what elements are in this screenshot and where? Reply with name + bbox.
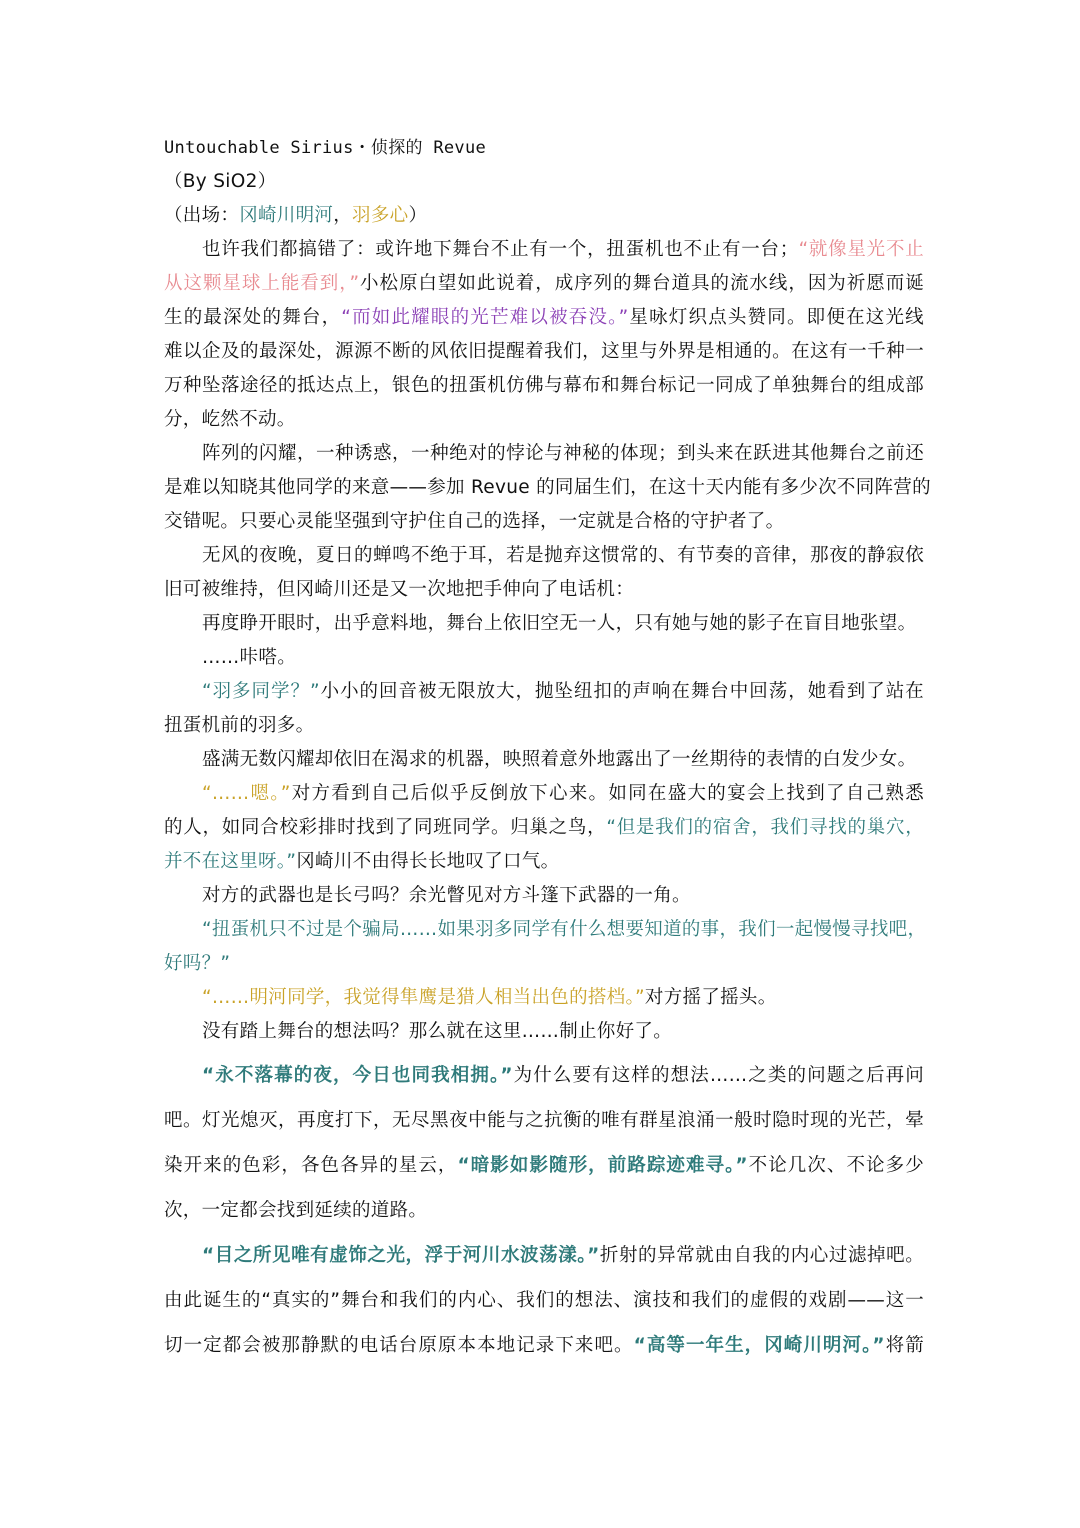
- p14-text: 切一定都会被那静默的电话台原原本本地记录下来吧。: [164, 1335, 634, 1356]
- p8-quote-2: “但是我们的宿舍，我们寻找的巢穴，: [606, 817, 924, 838]
- p13-quote-2: “暗影如影随形，前路踪迹难寻。”: [457, 1155, 748, 1176]
- p1-line-2: [164, 267, 924, 301]
- p13-line-3: [164, 1149, 924, 1183]
- cast-name-1: 冈崎川明河: [239, 205, 334, 226]
- p8-quote-2-end: 并不在这里呀。”: [164, 851, 297, 872]
- p1-line-4: 难以企及的最深处，源源不断的风依旧提醒着我们，这里与外界是相通的。在这有一千种一: [164, 341, 924, 362]
- p5-line: ……咔嗒。: [202, 647, 297, 668]
- p1-line-3: [164, 301, 924, 335]
- cast-name-2: 羽多心: [352, 205, 409, 226]
- p1-text: 生的最深处的舞台，: [164, 307, 342, 328]
- p8-quote-1: “……嗯。”: [202, 783, 291, 804]
- p6-text: 小小的回音被无限放大，抛坠纽扣的声响在舞台中回荡，她看到了站在: [319, 681, 924, 702]
- p13-text: 染开来的色彩，各色各异的星云，: [164, 1155, 458, 1176]
- p14-quote-1: “目之所见唯有虚饰之光，浮于河川水波荡漾。”: [202, 1245, 600, 1266]
- cast-suffix: ）: [408, 205, 428, 226]
- p8-text: 的人，如同合校彩排时找到了同班同学。归巢之鸟，: [164, 817, 607, 838]
- p14-line-3: [164, 1329, 924, 1363]
- p11-line: [202, 981, 924, 1015]
- p6-line-2: 扭蛋机前的羽多。: [164, 715, 315, 736]
- p13-quote-1: “永不落幕的夜，今日也同我相拥。”: [202, 1065, 513, 1086]
- p13-line-4: 次，一定都会找到延续的道路。: [164, 1200, 428, 1221]
- p14-quote-2: “高等一年生，冈崎川明河。”: [633, 1335, 885, 1356]
- p3-line-1: 无风的夜晚，夏日的蝉鸣不绝于耳，若是抛弃这惯常的、有节奏的音律，那夜的静寂依: [202, 545, 924, 566]
- p9-line: 对方的武器也是长弓吗？余光瞥见对方斗篷下武器的一角。: [202, 885, 691, 906]
- byline: （By SiO2）: [164, 171, 277, 192]
- cast-prefix: （出场：: [164, 205, 240, 226]
- p14-text: 折射的异常就由自我的内心过滤掉吧。: [599, 1245, 924, 1266]
- p8-line-1: [202, 777, 924, 811]
- p10-line-1: “扭蛋机只不过是个骗局……如果羽多同学有什么想要知道的事，我们一起慢慢寻找吧，: [202, 919, 927, 940]
- p11-text: 对方摇了摇头。: [644, 987, 777, 1008]
- p2-line-3: 交错呢。只要心灵能坚强到守护住自己的选择，一定就是合格的守护者了。: [164, 511, 785, 532]
- p13-text: 不论几次、不论多少: [747, 1155, 924, 1176]
- p4-line: 再度睁开眼时，出乎意料地，舞台上依旧空无一人，只有她与她的影子在盲目地张望。: [202, 613, 917, 634]
- p6-quote: “羽多同学？”: [202, 681, 320, 702]
- p6-line-1: [202, 675, 924, 709]
- cast-sep: ，: [333, 205, 353, 226]
- p1-quote-2: “而如此耀眼的光芒难以被吞没。”: [341, 307, 629, 328]
- story-title: Untouchable Sirius・侦探的 Revue: [164, 138, 487, 158]
- p8-text: 冈崎川不由得长长地叹了口气。: [296, 851, 560, 872]
- p14-line-2: 由此诞生的“真实的”舞台和我们的内心、我们的想法、演技和我们的虚假的戏剧——这一: [164, 1290, 924, 1311]
- p1-line-1: [202, 233, 924, 267]
- p8-line-2: [164, 811, 924, 845]
- p14-line-1: [202, 1239, 924, 1273]
- p1-line-5: 万种坠落途径的抵达点上，银色的扭蛋机仿佛与幕布和舞台标记一同成了单独舞台的组成部: [164, 375, 924, 396]
- p14-text: 将箭: [884, 1335, 924, 1356]
- p7-line: 盛满无数闪耀却依旧在渴求的机器，映照着意外地露出了一丝期待的表情的白发少女。: [202, 749, 917, 770]
- p13-text: 为什么要有这样的想法……之类的问题之后再问: [512, 1065, 924, 1086]
- p1-quote-1: “就像星光不止: [798, 239, 924, 260]
- p1-text: 小松原白望如此说着，成序列的舞台道具的流水线，因为祈愿而诞: [359, 273, 924, 294]
- p13-line-2: 吧。灯光熄灭，再度打下，无尽黑夜中能与之抗衡的唯有群星浪涌一般时隐时现的光芒，晕: [164, 1110, 924, 1131]
- cast-line: [164, 199, 924, 233]
- p11-quote: “……明河同学，我觉得隼鹰是猎人相当出色的搭档。”: [202, 987, 645, 1008]
- p10-line-2: 好吗？”: [164, 953, 231, 974]
- p13-line-1: [202, 1059, 924, 1093]
- p1-line-6: 分，屹然不动。: [164, 409, 296, 430]
- p2-line-1: 阵列的闪耀，一种诱惑，一种绝对的悖论与神秘的体现；到头来在跃进其他舞台之前还: [202, 443, 924, 464]
- p1-text: 星咏灯织点头赞同。即便在这光线: [628, 307, 924, 328]
- p2-line-2: 是难以知晓其他同学的来意——参加 Revue 的同届生们，在这十天内能有多少次不同阵营的: [164, 477, 931, 498]
- p12-line: 没有踏上舞台的想法吗？那么就在这里……制止你好了。: [202, 1021, 673, 1042]
- p1-text: 也许我们都搞错了：或许地下舞台不止有一个，扭蛋机也不止有一台；: [202, 239, 799, 260]
- p8-text: 对方看到自己后似乎反倒放下心来。如同在盛大的宴会上找到了自己熟悉: [290, 783, 925, 804]
- p8-line-3: [164, 845, 924, 879]
- p1-quote-1-end: 从这颗星球上能看到，”: [164, 273, 360, 294]
- p3-line-2: 旧可被维持，但冈崎川还是又一次地把手伸向了电话机：: [164, 579, 635, 600]
